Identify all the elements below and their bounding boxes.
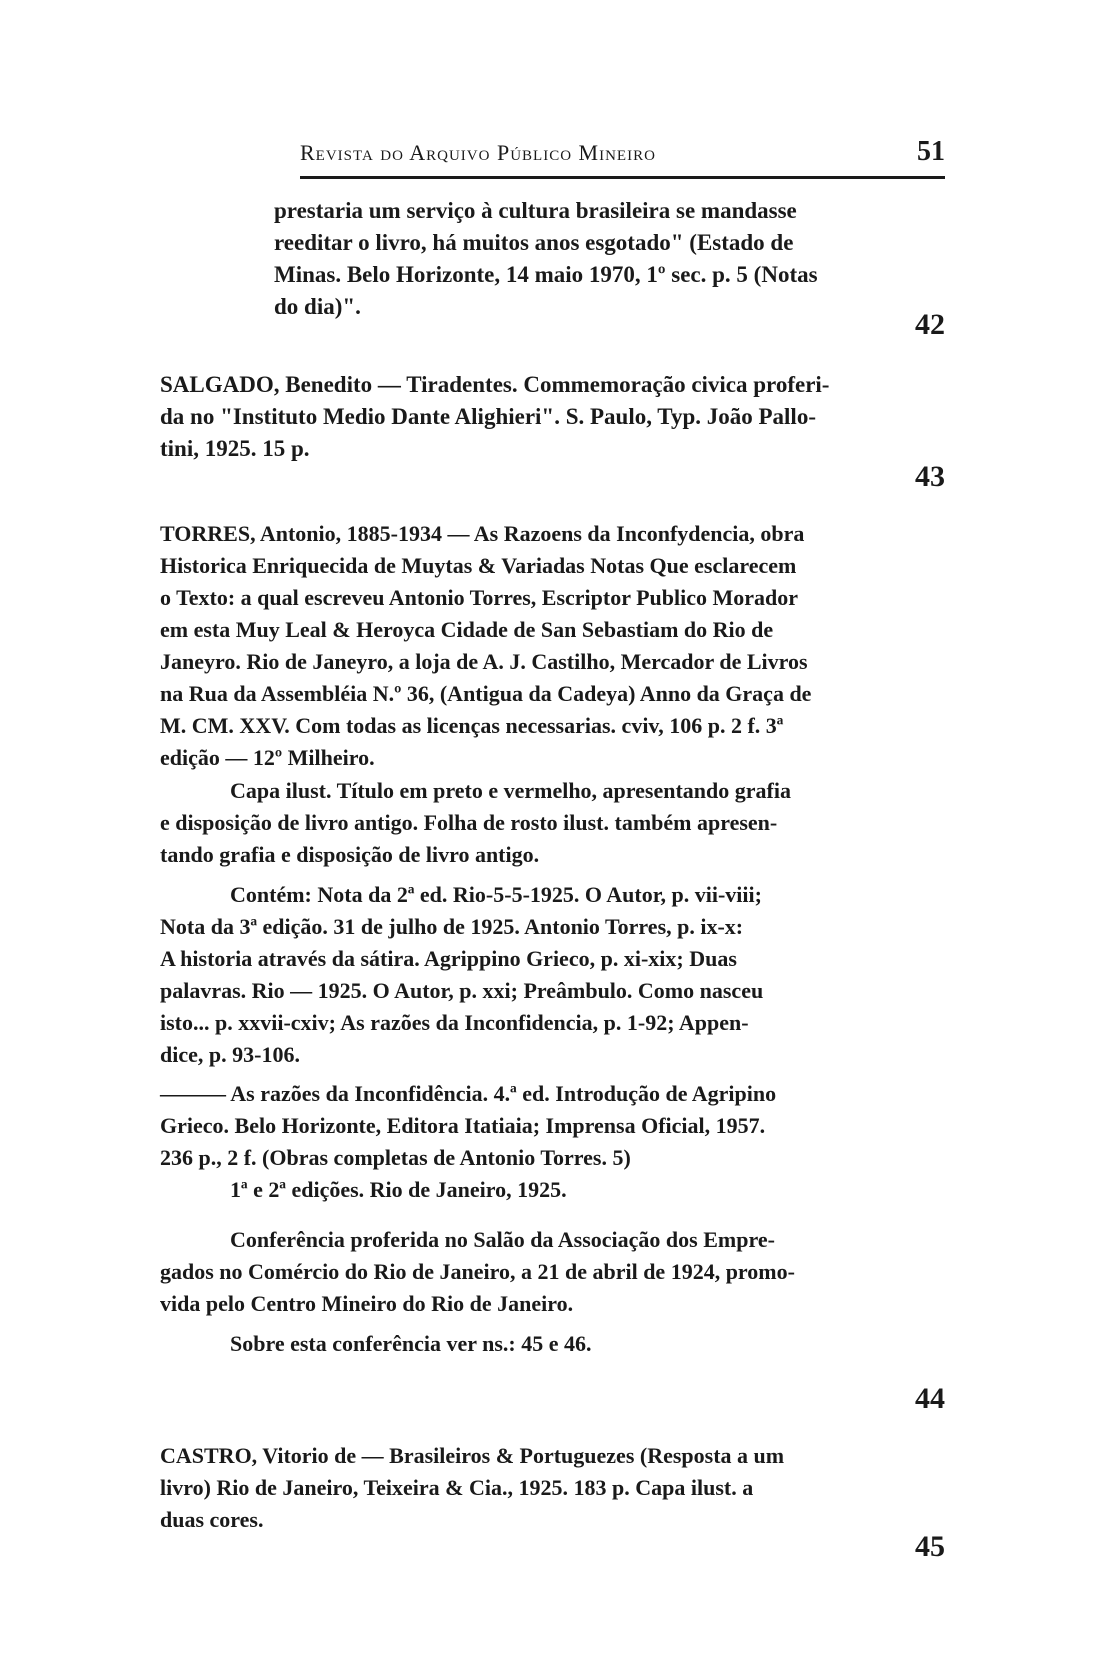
text-line: 1ª e 2ª edições. Rio de Janeiro, 1925. — [230, 1177, 567, 1202]
entry-45 — [160, 1440, 945, 1536]
text-line: Conferência proferida no Salão da Associação dos Empre- — [230, 1227, 775, 1252]
text-line: vida pelo Centro Mineiro do Rio de Janeiro. — [160, 1291, 574, 1316]
text-line: prestaria um serviço à cultura brasileira se mandasse — [274, 198, 797, 223]
text-line: CASTRO, Vitorio de — Brasileiros & Portuguezes (Resposta a um — [160, 1443, 785, 1468]
text-line: 236 p., 2 f. (Obras completas de Antonio Torres. 5) — [160, 1145, 631, 1170]
text-line: livro) Rio de Janeiro, Teixeira & Cia., 1925. 183 p. Capa ilust. a — [160, 1475, 754, 1500]
entry-44-see-also — [160, 1328, 945, 1360]
text-line: o Texto: a qual escreveu Antonio Torres, Escriptor Publico Morador — [160, 585, 799, 610]
entry-44-reedition — [160, 1078, 945, 1174]
page-header — [300, 136, 945, 179]
text-line: Minas. Belo Horizonte, 14 maio 1970, 1º sec. p. 5 (Notas — [274, 262, 818, 287]
entry-number-44: 44 — [915, 1382, 945, 1415]
text-line: reeditar o livro, há muitos anos esgotado" (Estado de — [274, 230, 794, 255]
text-line: edição — 12º Milheiro. — [160, 745, 375, 770]
text-line: do dia)". — [274, 294, 361, 319]
text-line: duas cores. — [160, 1507, 264, 1532]
text-line: TORRES, Antonio, 1885-1934 — As Razoens da Inconfydencia, obra — [160, 521, 805, 546]
text-line: Historica Enriquecida de Muytas & Variadas Notas Que esclarecem — [160, 553, 797, 578]
text-line: Janeyro. Rio de Janeyro, a loja de A. J. Castilho, Mercador de Livros — [160, 649, 808, 674]
text-line: isto... p. xxvii-cxiv; As razões da Inconfidencia, p. 1-92; Appen- — [160, 1010, 749, 1035]
text-line: Grieco. Belo Horizonte, Editora Itatiaia; Imprensa Oficial, 1957. — [160, 1113, 766, 1138]
entry-44-cover-note — [160, 775, 945, 871]
entry-44-editions — [160, 1174, 945, 1206]
text-line: Capa ilust. Título em preto e vermelho, apresentando grafia — [230, 778, 791, 803]
entry-43 — [160, 369, 945, 465]
entry-number-42: 42 — [915, 308, 945, 341]
text-line: na Rua da Assembléia N.º 36, (Antigua da Cadeya) Anno da Graça de — [160, 681, 812, 706]
text-line: da no "Instituto Medio Dante Alighieri". S. Paulo, Typ. João Pallo- — [160, 404, 816, 429]
text-line: dice, p. 93-106. — [160, 1042, 300, 1067]
page-number: 51 — [917, 136, 945, 167]
text-line: em esta Muy Leal & Heroyca Cidade de San Sebastiam do Rio de — [160, 617, 774, 642]
text-line: M. CM. XXV. Com todas as licenças necessarias. cviv, 106 p. 2 f. 3ª — [160, 713, 784, 738]
entry-44-conference — [160, 1224, 945, 1320]
text-line: A historia através da sátira. Agrippino Grieco, p. xi-xix; Duas — [160, 946, 737, 971]
text-line: gados no Comércio do Rio de Janeiro, a 21 de abril de 1924, promo- — [160, 1259, 795, 1284]
entry-number-45: 45 — [915, 1530, 945, 1563]
entry-number-43: 43 — [915, 460, 945, 493]
text-line: tini, 1925. 15 p. — [160, 436, 310, 461]
running-head: Revista do Arquivo Público Mineiro — [300, 140, 656, 165]
text-line: palavras. Rio — 1925. O Autor, p. xxi; Preâmbulo. Como nasceu — [160, 978, 764, 1003]
text-line: Contém: Nota da 2ª ed. Rio-5-5-1925. O Autor, p. vii-viii; — [230, 882, 762, 907]
entry-44-citation — [160, 518, 945, 774]
entry-44-contents — [160, 879, 945, 1071]
text-line: Nota da 3ª edição. 31 de julho de 1925. Antonio Torres, p. ix-x: — [160, 914, 744, 939]
text-line: Sobre esta conferência ver ns.: 45 e 46. — [230, 1331, 592, 1356]
entry-42-continuation — [274, 195, 894, 323]
text-line: tando grafia e disposição de livro antigo. — [160, 842, 540, 867]
text-line: ——— As razões da Inconfidência. 4.ª ed. Introdução de Agripino — [160, 1081, 777, 1106]
text-line: SALGADO, Benedito — Tiradentes. Commemoração civica proferi- — [160, 372, 830, 397]
text-line: e disposição de livro antigo. Folha de rosto ilust. também apresen- — [160, 810, 778, 835]
